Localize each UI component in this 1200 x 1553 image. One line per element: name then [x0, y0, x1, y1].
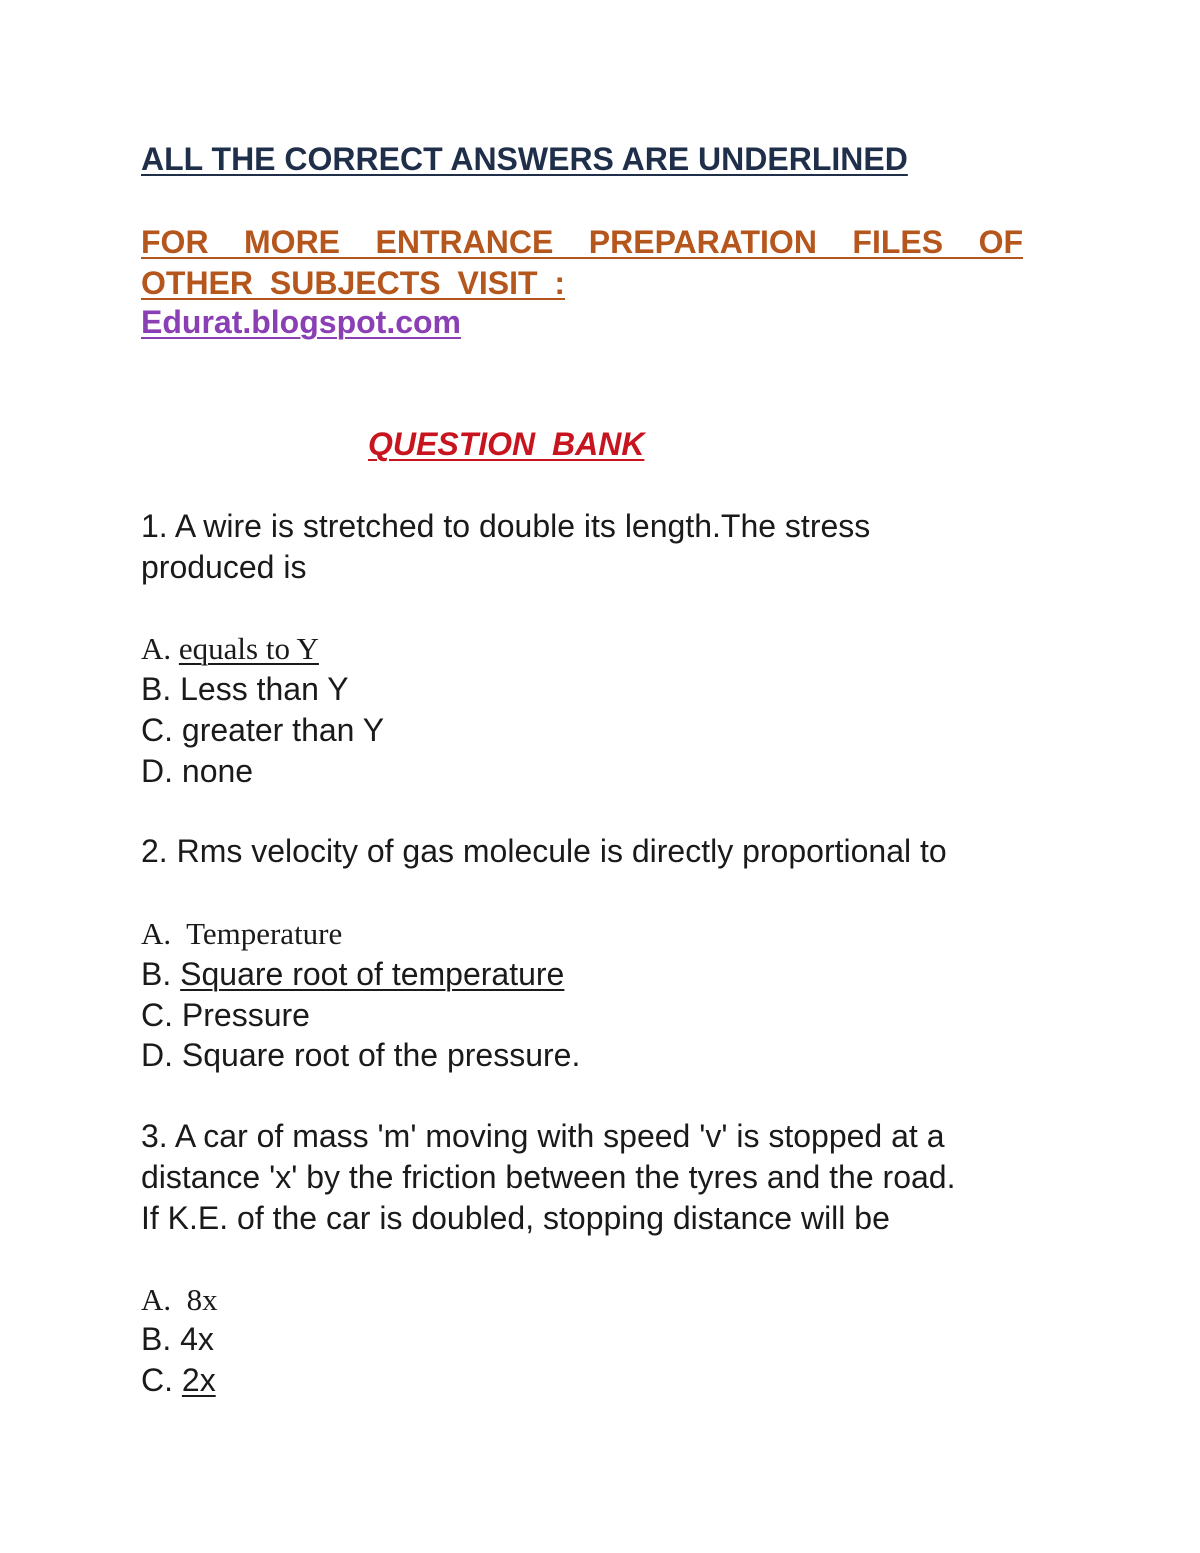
section-title: QUESTION BANK: [368, 426, 645, 462]
option-letter: D.: [141, 1037, 182, 1073]
option-text: Temperature: [186, 916, 343, 951]
option-letter: A.: [141, 1282, 187, 1317]
question-3-line-1: 3. A car of mass 'm' moving with speed 'v' is stopped at a: [141, 1118, 945, 1154]
promo-text: [141, 222, 1023, 304]
q2-option-a: [141, 913, 342, 954]
q1-option-d: [141, 751, 253, 792]
q3-option-b: [141, 1319, 214, 1360]
option-text-correct: 2x: [181, 1362, 216, 1398]
blog-link[interactable]: Edurat.blogspot.com: [141, 304, 461, 340]
q2-option-c: [141, 995, 310, 1036]
option-text: greater than Y: [181, 712, 385, 748]
promo-line-1: FOR MORE ENTRANCE PREPARATION FILES OF: [141, 224, 1023, 260]
option-text: 8x: [186, 1282, 218, 1317]
option-text: Less than Y: [180, 671, 349, 707]
question-1-text: [141, 506, 870, 588]
q1-option-b: [141, 669, 349, 710]
question-3-line-3: If K.E. of the car is doubled, stopping distance will be: [141, 1200, 890, 1236]
q1-option-a: [141, 628, 319, 669]
option-text: 4x: [180, 1321, 214, 1357]
correct-answers-notice: ALL THE CORRECT ANSWERS ARE UNDERLINED: [141, 141, 908, 177]
option-text-correct: equals to Y: [178, 631, 319, 666]
question-3-line-2: distance 'x' by the friction between the tyres and the road.: [141, 1159, 956, 1195]
question-1-line-1: 1. A wire is stretched to double its length.The stress: [141, 508, 871, 544]
question-3-text: [141, 1116, 955, 1239]
question-2-text: [141, 831, 947, 872]
question-1-line-2: produced is: [141, 549, 307, 585]
question-2-line-1: 2. Rms velocity of gas molecule is directly proportional to: [141, 833, 947, 869]
option-letter: B.: [141, 1321, 181, 1357]
q3-option-c: [141, 1360, 216, 1401]
q1-option-c: [141, 710, 384, 751]
option-text: Square root of the pressure.: [181, 1037, 581, 1073]
option-text: none: [181, 753, 254, 789]
option-text-correct: Square root of temperature: [180, 956, 565, 992]
q3-option-a: [141, 1279, 218, 1320]
option-letter: C.: [141, 712, 182, 748]
q2-option-d: [141, 1035, 580, 1076]
promo-line-2: OTHER SUBJECTS VISIT :: [141, 265, 566, 301]
q2-option-b: [141, 954, 564, 995]
option-letter: A.: [141, 631, 179, 666]
option-letter: B.: [141, 671, 181, 707]
option-letter: D.: [141, 753, 182, 789]
option-letter: C.: [141, 1362, 182, 1398]
option-letter: B.: [141, 956, 181, 992]
option-letter: A.: [141, 916, 187, 951]
option-text: Pressure: [181, 997, 310, 1033]
option-letter: C.: [141, 997, 182, 1033]
